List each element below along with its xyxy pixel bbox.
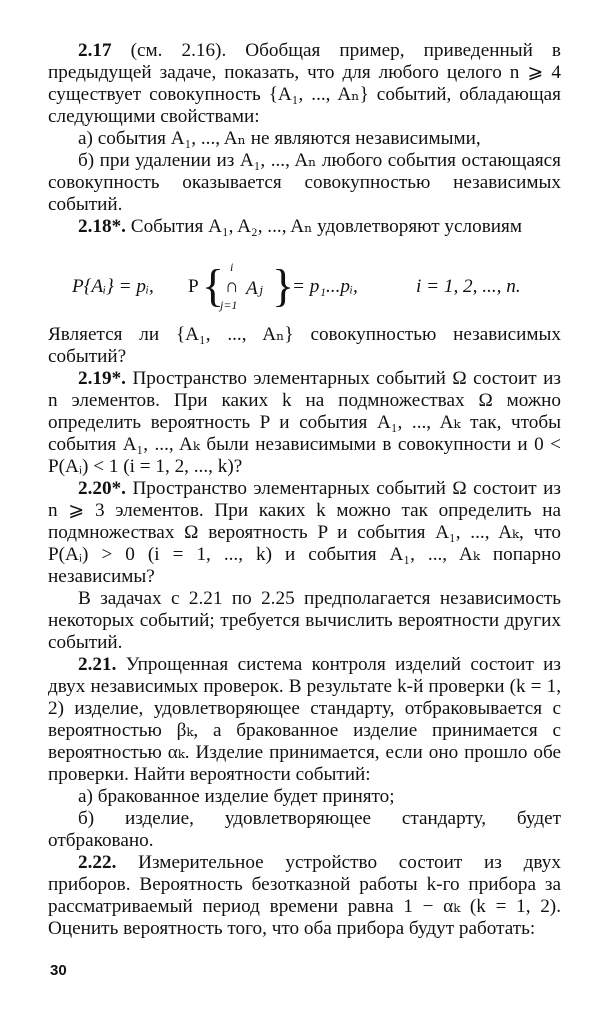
formula-cap: ∩ — [225, 276, 239, 297]
problem-2-19 — [48, 368, 561, 478]
formula-range: i = 1, 2, ..., n. — [416, 276, 521, 297]
question-a: а) бракованное изделие будет принято; — [78, 786, 395, 807]
page-number: 30 — [50, 962, 67, 979]
problem-2-21 — [48, 654, 561, 786]
problem-number: 2.17 — [78, 40, 112, 61]
text-block — [48, 40, 561, 940]
problem-text: Пространство элементарных событий Ω состоит из n ⩾ 3 элементов. При каких k можно так определить на подмножествах Ω вероятность P и события A₁, ..., Aₖ, что P(Aᵢ) > 0 (i = 1, ..., k) и события A₁, ..., Aₖ попарно независимы? — [48, 478, 561, 587]
problem-text: Пространство элементарных событий Ω состоит из n элементов. При каких k на подмножествах Ω можно определить вероятность P и события A₁, ..., Aₖ так, чтобы события A₁, ..., Aₖ были независимыми в совокупности и 0 < P(Aᵢ) < 1 (i = 1, 2, ..., k)? — [48, 368, 561, 477]
formula-close-brace: } — [272, 260, 295, 311]
formula-aj: Aⱼ — [246, 278, 263, 299]
formula-open-brace: { — [202, 260, 225, 311]
problem-text: (см. 2.16). Обобщая пример, приведенный в предыдущей задаче, показать, что для любого целого n ⩾ 4 существует совокупность {A₁, ..., Aₙ} событий, обладающая следующими свойствами: — [48, 40, 561, 127]
problem-text: Упрощенная система контроля изделий состоит из двух независимых проверок. В результате k-й проверки (k = 1, 2) изделие, удовлетворяющее стандарту, отбраковывается с вероятностью βₖ, а бракованное изделие принимается с вероятностью αₖ. Изделие принимается, если оно прошло обе проверки. Найти вероятности событий: — [48, 654, 562, 785]
display-formula — [48, 258, 561, 318]
problem-number: 2.19*. — [78, 368, 126, 389]
problem-number: 2.22. — [78, 852, 117, 873]
problem-2-17 — [48, 40, 561, 128]
section-note: В задачах с 2.21 по 2.25 предполагается независимость некоторых событий; требуется вычислить вероятности других событий. — [48, 588, 561, 653]
question-b: б) изделие, удовлетворяющее стандарту, будет отбраковано. — [48, 808, 561, 851]
problem-text: События A₁, A₂, ..., Aₙ удовлетворяют условиям — [130, 216, 522, 237]
formula-prob-symbol: P — [188, 276, 199, 297]
problem-2-18 — [48, 216, 561, 238]
condition-a: а) события A₁, ..., Aₙ не являются независимыми, — [78, 128, 481, 149]
problem-2-22 — [48, 852, 561, 940]
formula-cap-lower: j=1 — [220, 298, 238, 312]
condition-b: б) при удалении из A₁, ..., Aₙ любого события остающаяся совокупность оказывается совокупностью независимых событий. — [48, 150, 561, 215]
problem-number: 2.18*. — [78, 216, 126, 237]
formula-left: P{Aᵢ} = pᵢ, — [72, 276, 154, 297]
problem-number: 2.21. — [78, 654, 117, 675]
problem-2-20 — [48, 478, 561, 588]
formula-right: = p₁...pᵢ, — [292, 276, 358, 297]
question-2-18: Является ли {A₁, ..., Aₙ} совокупностью независимых событий? — [48, 324, 561, 367]
problem-text: Измерительное устройство состоит из двух приборов. Вероятность безотказной работы k-го прибора за рассматриваемый период времени равна 1 − αₖ (k = 1, 2). Оценить вероятность того, что оба прибора будут работать: — [48, 852, 561, 939]
formula-cap-upper: i — [230, 260, 234, 274]
problem-number: 2.20*. — [78, 478, 126, 499]
